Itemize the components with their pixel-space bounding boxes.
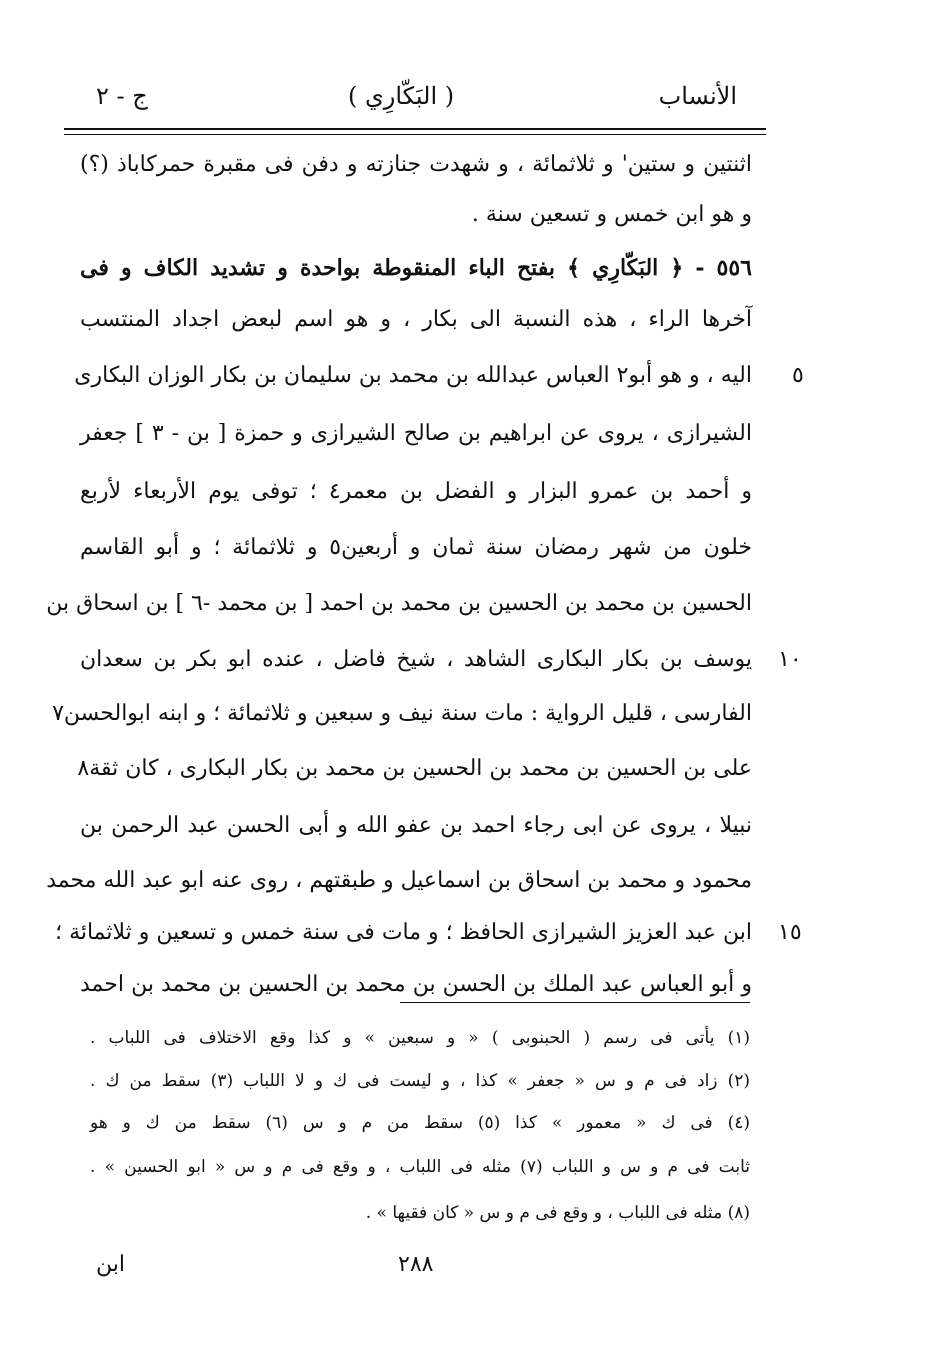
body-line: محمود و محمد بن اسحاق بن اسماعيل و طبقتهم ، روى عنه ابو عبد الله محمد bbox=[46, 868, 752, 893]
footnote-line: ثابت فى م و س و اللباب (٧) مثله فى اللباب ، و وقع فى م و س « ابو الحسين » . bbox=[90, 1157, 750, 1177]
body-line: و أحمد بن عمرو البزار و الفضل بن معمر٤ ؛ توفى يوم الأربعاء لأربع bbox=[80, 479, 752, 504]
running-head-entry: ( البَكّارِي ) bbox=[348, 82, 455, 110]
body-line: و هو ابن خمس و تسعين سنة . bbox=[471, 202, 752, 227]
body-line: يوسف بن بكار البكارى الشاهد ، شيخ فاضل ، عنده ابو بكر بن سعدان bbox=[80, 647, 752, 672]
body-line: ابن عبد العزيز الشيرازى الحافظ ؛ و مات فى سنة خمس و تسعين و ثلاثمائة ؛ bbox=[55, 920, 752, 945]
entry-heading-line: ٥٥٦ - ﴿ البَكّارِي ﴾ بفتح الباء المنقوطة بواحدة و تشديد الكاف و فى bbox=[80, 255, 752, 281]
running-head-volume: ج - ٢ bbox=[96, 82, 148, 110]
line-number-5: ٥ bbox=[792, 363, 804, 388]
footnote-line: (٢) زاد فى م و س « جعفر » كذا ، و ليست فى ك و لا اللباب (٣) سقط من ك . bbox=[90, 1071, 750, 1091]
body-line: نبيلا ، يروى عن ابى رجاء احمد بن عفو الله و أبى الحسن عبد الرحمن بن bbox=[80, 813, 752, 838]
line-number-15: ١٥ bbox=[778, 920, 802, 945]
running-head-title: الأنساب bbox=[658, 82, 737, 110]
body-line: الحسين بن محمد بن الحسين بن محمد بن احمد [ بن محمد -٦ ] بن اسحاق بن bbox=[46, 591, 752, 616]
body-line: و أبو العباس عبد الملك بن الحسن بن محمد بن الحسين بن محمد بن احمد bbox=[80, 972, 752, 997]
catchword: ابن bbox=[96, 1252, 125, 1277]
footnote-line: (٨) مثله فى اللباب ، و وقع فى م و س « كان فقيها » . bbox=[365, 1203, 750, 1223]
line-number-10: ١٠ bbox=[778, 647, 802, 672]
body-line: الفارسى ، قليل الرواية : مات سنة نيف و سبعين و ثلاثمائة ؛ و ابنه ابوالحسن٧ bbox=[52, 701, 752, 726]
header-rule-top bbox=[64, 128, 766, 130]
body-line: على بن الحسين بن محمد بن الحسين بن محمد بن بكار البكارى ، كان ثقة٨ bbox=[77, 756, 752, 781]
body-line: اليه ، و هو أبو٢ العباس عبدالله بن محمد بن سليمان بن بكار الوزان البكارى bbox=[74, 363, 752, 388]
footnote-line: (١) يأتى فى رسم ( الحبنوبى ) « و سبعين » و كذا وقع الاختلاف فى اللباب . bbox=[90, 1028, 750, 1048]
body-line: اثنتين و ستين' و ثلاثمائة ، و شهدت جنازته و دفن فى مقبرة حمركاباذ (؟) bbox=[80, 152, 752, 177]
header-rule-bottom bbox=[64, 134, 766, 135]
body-line: خلون من شهر رمضان سنة ثمان و أربعين٥ و ثلاثمائة ؛ و أبو القاسم bbox=[80, 535, 752, 560]
body-line: آخرها الراء ، هذه النسبة الى بكار ، و هو اسم لبعض اجداد المنتسب bbox=[80, 307, 752, 332]
page-number: ٢٨٨ bbox=[398, 1252, 434, 1277]
body-line: الشيرازى ، يروى عن ابراهيم بن صالح الشيرازى و حمزة [ بن - ٣ ] جعفر bbox=[80, 421, 752, 446]
footnote-line: (٤) فى ك « معمور » كذا (٥) سقط من م و س (٦) سقط من ك و هو bbox=[90, 1113, 750, 1133]
footnote-separator bbox=[400, 1002, 750, 1003]
